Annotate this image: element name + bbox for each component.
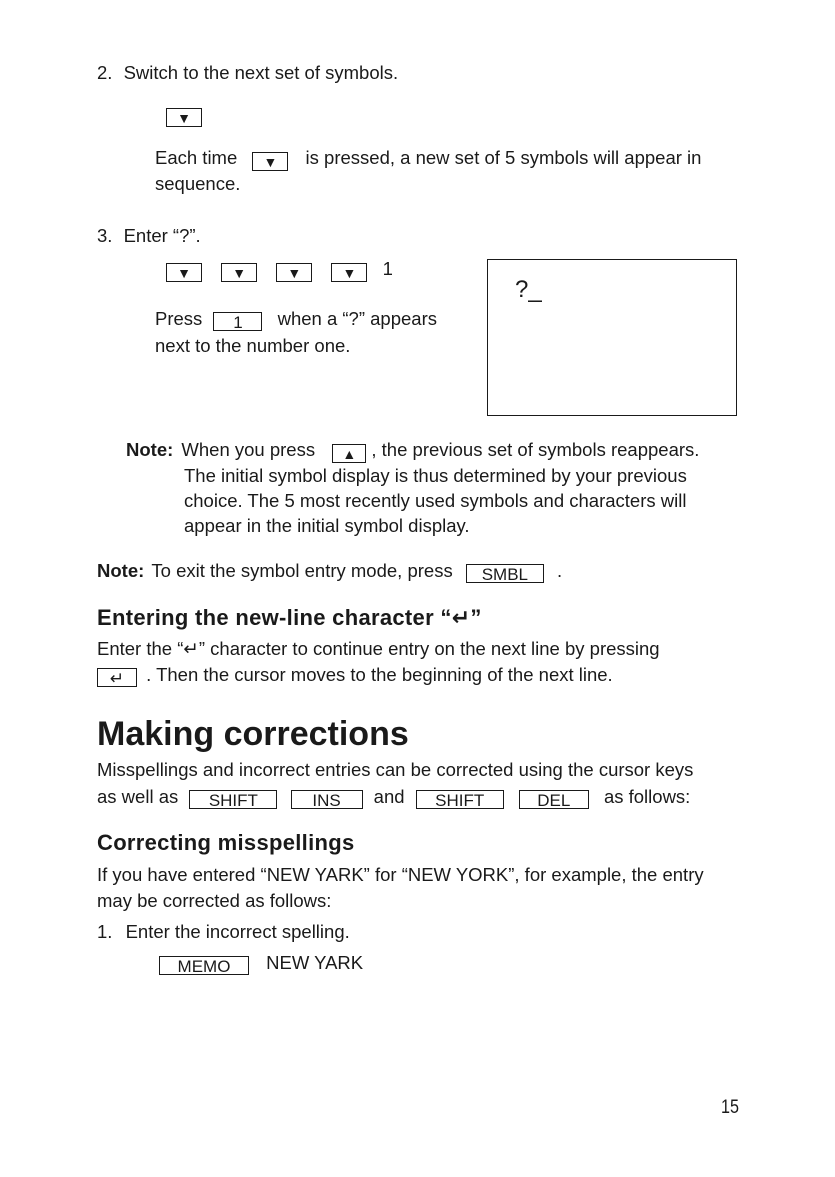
misspell-line1: If you have entered “NEW YARK” for “NEW YORK”, for example, the entry	[97, 864, 704, 885]
corrections-line2: as well as SHIFT INS and SHIFT DEL as follows:	[97, 786, 691, 810]
down-arrow-icon: ▼	[276, 263, 312, 282]
newline-text-line2: ↵ . Then the cursor moves to the beginning of the next line.	[97, 662, 613, 688]
page-heading: Making corrections	[97, 715, 409, 753]
misspell-step-1	[97, 919, 350, 945]
down-arrow-icon: ▼	[221, 263, 257, 282]
section-heading-newline: Entering the new-line character “↵”	[97, 605, 482, 630]
note-1: Note: When you press ▲ , the previous set of symbols reappears.	[126, 439, 700, 462]
del-key: DEL	[519, 790, 589, 809]
misspell-line2: may be corrected as follows:	[97, 890, 332, 911]
up-arrow-icon: ▲	[332, 444, 366, 463]
step-text: Enter the incorrect spelling.	[125, 921, 350, 942]
smbl-key: SMBL	[466, 564, 544, 583]
key-one: 1	[213, 312, 262, 331]
step-3	[97, 223, 201, 249]
step-text: Enter “?”.	[123, 225, 201, 246]
digit-one: 1	[382, 258, 393, 279]
newline-text-line1: Enter the “↵” character to continue entry on the next line by pressing	[97, 638, 660, 659]
note-label: Note:	[97, 560, 145, 581]
press-instruction: Press 1 when a “?” appears	[155, 308, 437, 332]
step-number: 2.	[97, 62, 113, 83]
display-text: ?_	[515, 276, 542, 303]
ins-key: INS	[291, 790, 363, 809]
memo-entry	[159, 950, 363, 976]
shift-key: SHIFT	[189, 790, 277, 809]
step-number: 3.	[97, 225, 113, 246]
return-key-icon: ↵	[97, 668, 137, 687]
down-arrow-icon: ▼	[166, 263, 202, 282]
page-number: 15	[721, 1097, 739, 1118]
down-key	[166, 107, 202, 127]
memo-key: MEMO	[159, 956, 249, 975]
note-1-line2: The initial symbol display is thus determined by your previous	[184, 465, 687, 486]
step-text: Switch to the next set of symbols.	[123, 62, 399, 83]
corrections-line1: Misspellings and incorrect entries can be corrected using the cursor keys	[97, 759, 694, 780]
key-sequence	[166, 256, 393, 282]
lcd-display	[487, 259, 737, 416]
note-1-line3: choice. The 5 most recently used symbols and characters will	[184, 490, 687, 511]
step-2	[97, 60, 398, 86]
note-2: Note: To exit the symbol entry mode, press SMBL .	[97, 560, 563, 584]
entry-text: NEW YARK	[266, 952, 364, 973]
step-2-description: Each time ▼ is pressed, a new set of 5 symbols will appear in	[155, 147, 702, 170]
down-arrow-icon: ▼	[166, 108, 202, 127]
step-number: 1.	[97, 921, 113, 942]
down-arrow-icon: ▼	[331, 263, 367, 282]
note-label: Note:	[126, 439, 174, 460]
press-instruction-line2: next to the number one.	[155, 335, 351, 356]
note-1-line4: appear in the initial symbol display.	[184, 515, 470, 536]
shift-key: SHIFT	[416, 790, 504, 809]
step-2-description-line2: sequence.	[155, 173, 241, 194]
section-heading-misspellings: Correcting misspellings	[97, 830, 355, 855]
down-arrow-icon: ▼	[252, 152, 288, 171]
